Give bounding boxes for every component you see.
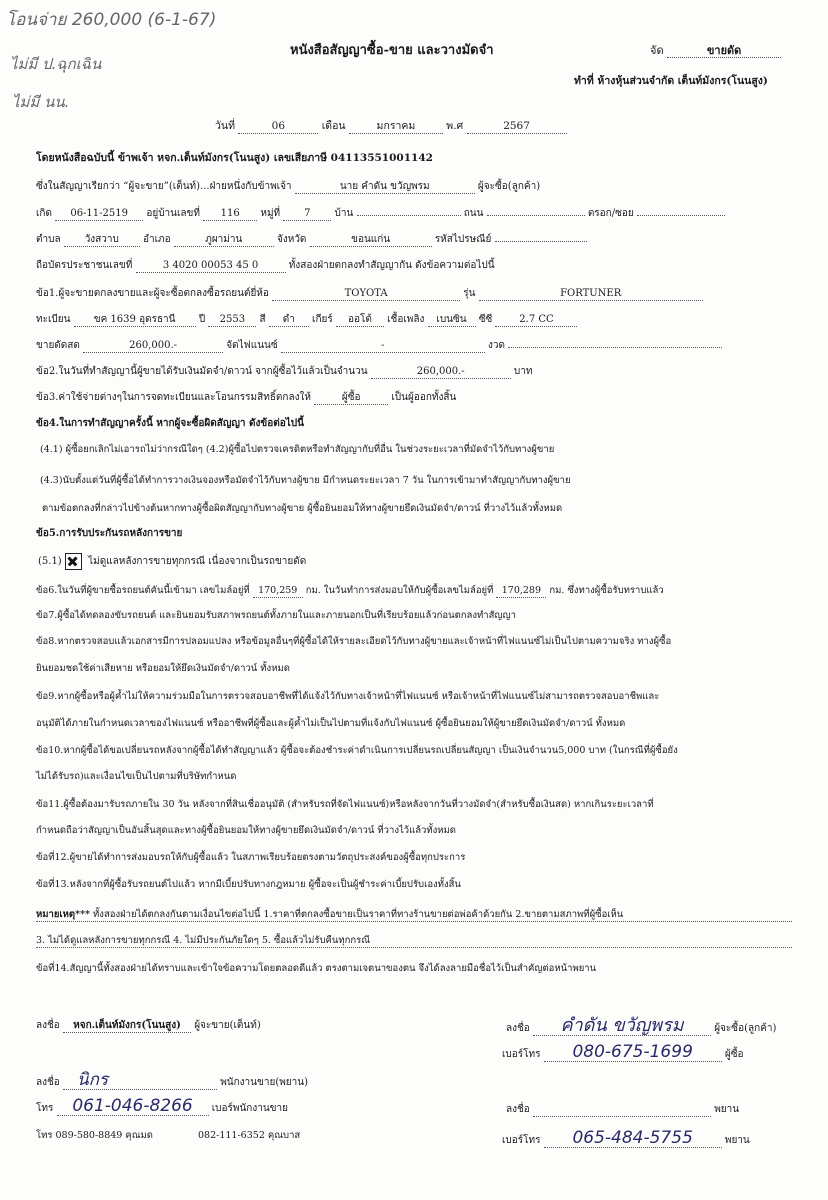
tambon-label: ตำบล: [36, 234, 61, 245]
pencil-note-no-weight: ไม่มี นน.: [12, 93, 70, 111]
buyer-signature: [506, 1015, 777, 1036]
seller-sign-label: ลงชื่อ: [36, 1020, 60, 1031]
soi-label: ตรอก/ซอย: [587, 208, 634, 219]
staff-sign-label: ลงชื่อ: [36, 1077, 60, 1088]
clause-2-line: [36, 365, 532, 379]
seller-name: หจก.เต็นท์มังกร(โนนสูง): [63, 1019, 191, 1033]
tambon-value: วังสวาบ: [64, 233, 140, 247]
deposit-amount: 260,000.-: [371, 365, 511, 379]
staff-phone-role: เบอร์พนักงานขาย: [211, 1103, 288, 1114]
buyer-phone-field: [544, 1042, 722, 1062]
address-line-1: [36, 207, 725, 221]
installment-value: [508, 347, 722, 348]
mileage-in: 170,259: [253, 584, 303, 598]
cc-label: ซีซี: [478, 314, 493, 325]
witness-phone-field: [544, 1128, 722, 1148]
staff-phone-line: [36, 1096, 288, 1116]
clause-5-title: ข้อ5.การรับประกันรถหลังการขาย: [36, 528, 183, 539]
color-label: สี: [259, 314, 266, 325]
remark-line-2: 3. ไม่ได้ดูแลหลังการขายทุกกรณี 4. ไม่มีประกันภัยใดๆ 5. ซื้อแล้วไม่รับคืนทุกกรณี: [36, 934, 792, 948]
clause-10-line-2: ไม่ได้รับรถ)และเงื่อนไขเป็นไปตามที่บริษัทกำหนด: [36, 771, 237, 782]
pencil-note-transfer: โอนจ่าย 260,000 (6-1-67): [6, 10, 217, 30]
price-label: ขายดัดสด: [36, 340, 80, 351]
clause-9-line-1: ข้อ9.หากผู้ซื้อหรือผู้ค้ำไม่ให้ความร่วมมือในการตรวจสอบอาชีพที่ได้แจ้งไว้กับทางเจ้าหน้าที่ไฟแนนซ์ หรือเจ้าหน้าที่ไฟแนนซ์ไม่สามารถตรวจสอบอาชีพและ: [36, 691, 660, 702]
model-label: รุ่น: [463, 288, 476, 299]
soi-value: [637, 215, 725, 216]
car-brand: TOYOTA: [272, 287, 460, 301]
clause-5-1-text: ไม่ดูแลหลังการขายทุกกรณี เนื่องจากเป็นรถขายดัด: [88, 556, 307, 567]
province-value: ขอนแก่น: [310, 233, 432, 247]
buyer-role: ผู้จะซื้อ(ลูกค้า): [714, 1023, 777, 1034]
month-label: เดือน: [321, 120, 346, 132]
clause-5-1: [38, 553, 306, 570]
clause-3-payer: ผู้ซื้อ: [314, 391, 388, 405]
house-value: 116: [203, 207, 257, 221]
party-pre: ซึ่งในสัญญาเรียกว่า “ผู้จะขาย”(เต็นท์)...ฝ่ายหนึ่งกับข้าพเจ้า: [36, 181, 292, 192]
day-value: 06: [238, 120, 318, 134]
moo-value: 7: [283, 207, 331, 221]
car-model: FORTUNER: [479, 287, 703, 301]
clause-11-line-1: ข้อ11.ผู้ซื้อต้องมารับรถภายใน 30 วัน หลังจากที่สินเชื่ออนุมัติ (สำหรับรถที่จัดไฟแนนซ์)หรือหลังจากวันที่วางมัดจำ(สำหรับซื้อเงินสด) หากเกินระยะเวลาที่: [36, 799, 654, 810]
clause-3-line: [36, 391, 456, 405]
clause-4-1: (4.1) ผู้ซื้อยกเลิกไม่เอารถไม่ว่ากรณีใดๆ (4.2)ผู้ซื้อไปตรวจเครดิตหรือทำสัญญากับที่อื่น ในช่วงระยะเวลาที่มัดจำไว้กับทางผู้ขาย: [40, 444, 555, 455]
clause-6-pre: ข้อ6.ในวันที่ผู้ขายซื้อรถยนต์คันนี้เข้ามา เลขไมล์อยู่ที่: [36, 585, 250, 596]
witness-sign-label: ลงชื่อ: [506, 1104, 530, 1115]
mileage-out: 170,289: [496, 584, 546, 598]
doc-type-label: จัด: [650, 44, 664, 57]
day-label: วันที่: [215, 120, 235, 132]
clause-11-line-2: กำหนดถือว่าสัญญาเป็นอันสิ้นสุดและทางผู้ซื้อยินยอมให้ทางผู้ขายยึดเงินมัดจำ/ดาวน์ ที่วางไว้แล้วทั้งหมด: [36, 825, 456, 836]
seller-signature: [36, 1019, 261, 1033]
buyer-phone-role: ผู้ซื้อ: [724, 1049, 744, 1060]
witness-phone-role: พยาน: [724, 1135, 750, 1146]
intro-line: โดยหนังสือฉบับนี้ ข้าพเจ้า หจก.เต็นท์มังกร(โนนสูง) เลขเสียภาษี 04113551001142: [36, 152, 433, 164]
document-title: หนังสือสัญญาซื้อ-ขาย และวางมัดจำ: [290, 43, 494, 58]
postcode-value: [495, 241, 587, 242]
buyer-signature-text: [533, 1015, 711, 1036]
clause-6-post: กม. ซึ่งทางผู้ซื้อรับทราบแล้ว: [549, 585, 664, 596]
road-label: ถนน: [463, 208, 484, 219]
witness-role: พยาน: [714, 1104, 740, 1115]
car-year-value: 2553: [208, 313, 256, 327]
witness-phone-value: 065-484-5755: [572, 1128, 693, 1148]
clause-2-unit: บาท: [513, 366, 533, 377]
moo-label: หมู่ที่: [260, 208, 281, 219]
staff-signature-field: [63, 1070, 217, 1090]
clause-6-line: [36, 584, 664, 598]
village-label: บ้าน: [334, 208, 354, 219]
price-line: [36, 339, 722, 353]
clause-10-line-1: ข้อ10.หากผู้ซื้อได้ขอเปลี่ยนรถหลังจากผู้ซื้อได้ทำสัญญาแล้ว ผู้ซื้อจะต้องชำระค่าดำเนินการเปลี่ยนรถเปลี่ยนสัญญา เป็นเงินจำนวน5,000 บาท (ในกรณีที่ผู้ซื้อยัง: [36, 745, 678, 756]
remark-line-1: [36, 908, 792, 922]
witness-signature: [506, 1103, 739, 1117]
staff-role: พนักงานขาย(พยาน): [220, 1077, 309, 1088]
finance-label: จัดไฟแนนซ์: [226, 340, 278, 351]
year-value: 2567: [467, 120, 567, 134]
contact-bas: 082-111-6352 คุณบาส: [198, 1130, 301, 1141]
witness-phone-line: [502, 1128, 750, 1148]
clause-4-3: (4.3)นับตั้งแต่วันที่ผู้ซื้อได้ทำการวางเงินจองหรือมัดจำไว้กับทางผู้ขาย มีกำหนดระยะเวลา 7 วัน ในการเข้ามาทำสัญญากับทางผู้ขาย: [40, 475, 571, 486]
clause-5-1-num: (5.1): [38, 556, 62, 567]
car-year-label: ปี: [198, 314, 206, 325]
staff-phone-label: โทร: [36, 1103, 54, 1114]
province-label: จังหวัด: [276, 234, 307, 245]
postcode-label: รหัสไปรษณีย์: [434, 234, 492, 245]
staff-phone-field: [57, 1096, 209, 1116]
plate-value: ขค 1639 อุดรธานี: [74, 313, 196, 327]
clause-1-line: [36, 287, 703, 301]
clause-8-line-1: ข้อ8.หากตรวจสอบแล้วเอกสารมีการปลอมแปลง หรือข้อมูลอื่นๆที่ผู้ซื้อได้ให้รายละเอียดไว้กับทางผู้ขายและเจ้าหน้าที่ไฟแนนซ์ไม่เป็นไปตามความจริง ทางผู้ซื้อ: [36, 636, 672, 647]
clause-3-text: ข้อ3.ค่าใช้จ่ายต่างๆในการจดทะเบียนและโอนกรรมสิทธิ์ตกลงให้: [36, 392, 311, 403]
installment-label: งวด: [488, 340, 506, 351]
cc-value: 2.7 CC: [495, 313, 577, 327]
seller-role: ผู้จะขาย(เต็นท์): [194, 1020, 261, 1031]
clause-13: ข้อที่13.หลังจากที่ผู้ซื้อรับรถยนต์ไปแล้ว หากมีเบี้ยปรับทางกฎหมาย ผู้ซื้อจะเป็นผู้ชำระค่าเบี้ยปรับเองทั้งสิ้น: [36, 879, 461, 890]
buyer-phone-line: [502, 1042, 744, 1062]
buyer-signature-handwriting: คำดัน ขวัญพรม: [560, 1015, 684, 1036]
clause-14: ข้อที่14.สัญญานี้ทั้งสองฝ่ายได้ทราบและเข้าใจข้อความโดยตลอดดีแล้ว ตรงตามเจตนาของตน จึงได้ลงลายมือชื่อไว้เป็นสำคัญต่อหน้าพยาน: [36, 963, 597, 974]
party-line: [36, 180, 540, 194]
house-label: อยู่บ้านเลขที่: [146, 208, 200, 219]
clause-3-post: เป็นผู้ออกทั้งสิ้น: [391, 392, 457, 403]
buyer-phone-label: เบอร์โทร: [502, 1049, 541, 1060]
road-value: [487, 215, 585, 216]
staff-signature-handwriting: นิกร: [77, 1070, 109, 1090]
clause-2-text: ข้อ2.ในวันที่ทำสัญญานี้ผู้ขายได้รับเงินมัดจำ/ดาวน์ จากผู้ซื้อไว้แล้วเป็นจำนวน: [36, 366, 368, 377]
village-value: [357, 215, 461, 216]
idcard-post: ทั้งสองฝ่ายตกลงทำสัญญากัน ดังข้อความต่อไปนี้: [288, 260, 495, 271]
buyer-name: นาย คำดัน ขวัญพรม: [295, 180, 475, 194]
idcard-line: [36, 259, 495, 273]
birth-label: เกิด: [36, 208, 52, 219]
doc-type-value: ขายดัด: [667, 44, 781, 58]
date-line: [215, 120, 567, 134]
remark-label: หมายเหตุ***: [36, 909, 91, 920]
fuel-value: เบนซิน: [428, 313, 476, 327]
clause-1-label: ข้อ1.ผู้จะขายตกลงขายและผู้จะซื้อตกลงซื้อรถยนต์ยี่ห้อ: [36, 288, 269, 299]
contact-mod: โทร 089-580-8849 คุณมด: [36, 1130, 153, 1141]
address-line-2: [36, 233, 587, 247]
witness-phone-label: เบอร์โทร: [502, 1135, 541, 1146]
idcard-label: ถือบัตรประชาชนเลขที่: [36, 260, 133, 271]
finance-value: -: [281, 339, 485, 353]
plate-label: ทะเบียน: [36, 314, 71, 325]
color-value: ดำ: [269, 313, 309, 327]
birth-value: 06-11-2519: [55, 207, 143, 221]
clause-12: ข้อที่12.ผู้ขายได้ทำการส่งมอบรถให้กับผู้ซื้อแล้ว ในสภาพเรียบร้อยตรงตามวัตถุประสงค์ของผู้ซื้อทุกประการ: [36, 852, 466, 863]
price-value: 260,000.-: [83, 339, 223, 353]
clause-4-title: ข้อ4.ในการทำสัญญาครั้งนี้ หากผู้จะซื้อผิดสัญญา ดังข้อต่อไปนี้: [36, 418, 304, 429]
amphoe-label: อำเภอ: [142, 234, 171, 245]
gear-value: ออโต้: [336, 313, 384, 327]
party-post: ผู้จะซื้อ(ลูกค้า): [477, 181, 541, 192]
car-detail-line: [36, 313, 577, 327]
amphoe-value: ภูผาม่าน: [174, 233, 274, 247]
year-label: พ.ศ: [446, 120, 464, 132]
staff-signature: [36, 1070, 309, 1090]
clause-8-line-2: ยินยอมชดใช้ค่าเสียหาย หรือยอมให้ยึดเงินมัดจำ/ดาวน์ ทั้งหมด: [36, 663, 290, 674]
doc-type: [650, 44, 781, 58]
buyer-phone-value: 080-675-1699: [572, 1042, 693, 1062]
remark-text-1: ทั้งสองฝ่ายได้ตกลงกันตามเงื่อนไขต่อไปนี้ 1.ราคาที่ตกลงซื้อขายเป็นราคาที่ทางร้านขายต่อพ่อค้าด้วยกัน 2.ขายตามสภาพที่ผู้ซื้อเห็น: [93, 909, 624, 920]
month-value: มกราคม: [349, 120, 443, 134]
clause-6-mid: กม. ในวันทำการส่งมอบให้กับผู้ซื้อเลขไมล์อยู่ที่: [305, 585, 494, 596]
clause-9-line-2: อนุมัติได้ภายในกำหนดเวลาของไฟแนนซ์ หรืออาชีพที่ผู้ซื้อและผู้ค้ำไม่เป็นไปตามที่แจ้งกับไฟแนนซ์ ผู้ซื้อยินยอมให้ผู้ขายยึดเงินมัดจำ/ดาวน์ ทั้งหมด: [36, 718, 626, 729]
idcard-value: 3 4020 00053 45 0: [136, 259, 286, 273]
clause-4-conclusion: ตามข้อตกลงที่กล่าวไปข้างต้นหากทางผู้ซื้อผิดสัญญากับทางผู้ขาย ผู้ซื้อยินยอมให้ทางผู้ขายยึดเงินมัดจำ/ดาวน์ ที่วางไว้แล้วทั้งหมด: [42, 503, 563, 514]
pencil-note-no-emergency: ไม่มี ป.ฉุกเฉิน: [10, 55, 102, 73]
checked-x-icon: [65, 553, 82, 570]
gear-label: เกียร์: [312, 314, 333, 325]
place-line: ทำที่ ห้างหุ้นส่วนจำกัด เต็นท์มังกร(โนนสูง): [574, 75, 768, 87]
staff-phone-value: 061-046-8266: [72, 1096, 193, 1116]
fuel-label: เชื้อเพลิง: [387, 314, 425, 325]
witness-signature-field: [533, 1103, 711, 1117]
buyer-sign-label: ลงชื่อ: [506, 1023, 530, 1034]
clause-7: ข้อ7.ผู้ซื้อได้ทดลองขับรถยนต์ และยินยอมรับสภาพรถยนต์ทั้งภายในและภายนอกเป็นที่เรียบร้อยแล้วก่อนตกลงทำสัญญา: [36, 610, 516, 621]
